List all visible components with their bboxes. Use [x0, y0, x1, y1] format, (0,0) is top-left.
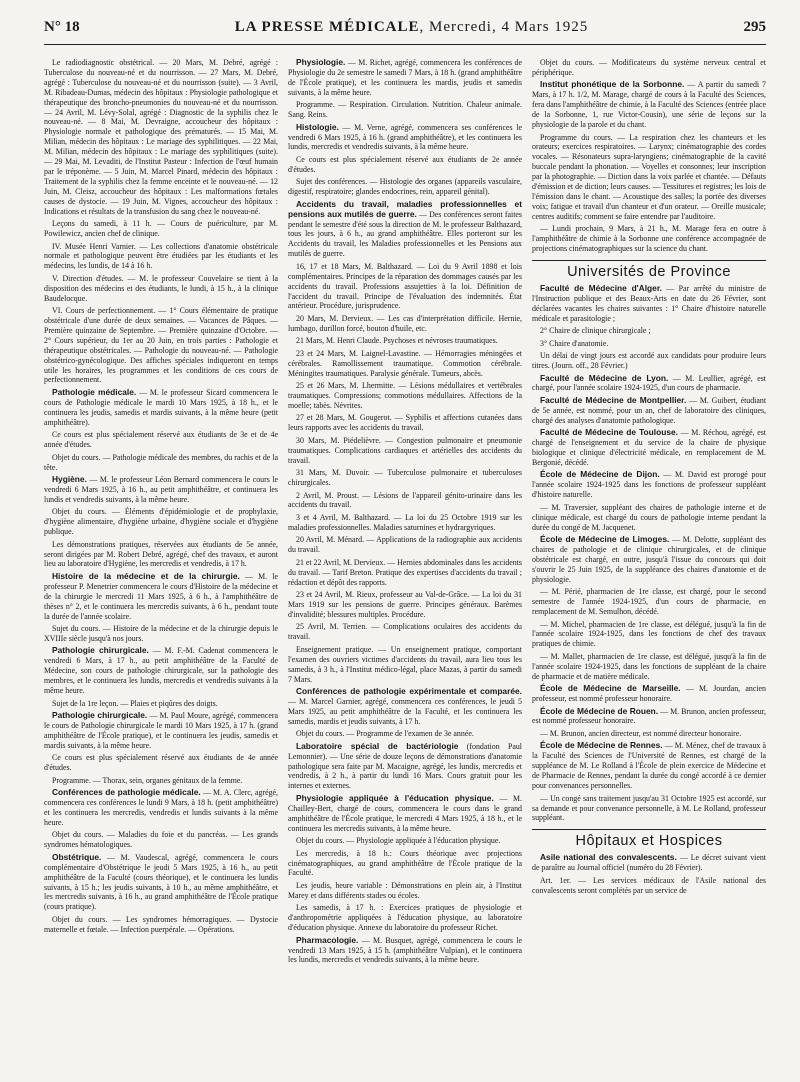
paragraph	[288, 349, 522, 379]
paragraph-heading: Pharmacologie.	[296, 934, 359, 945]
journal-title: LA PRESSE MÉDICALE	[234, 18, 420, 35]
paragraph-text: Sujet des conférences. — Histologie des organes (appareils vasculaire, digestif, respiratoire; glandes endocrines, rein, appareil génital).	[288, 177, 522, 197]
paragraph	[288, 336, 522, 346]
paragraph-heading: Laboratoire spécial de bactériologie	[296, 740, 459, 751]
paragraph	[44, 572, 278, 622]
paragraph-text: — M. le professeur Sicard commencera le cours de Pathologie médicale le mardi 10 Mars 1925, à 18 h., et le continuera les jeudis, samedis et mardis suivants, à la même heure (petit amphithéâtre).	[44, 387, 278, 427]
paragraph	[44, 58, 278, 217]
paragraph-heading: Accidents du travail, maladies professionnelles et pensions aux mutilés de guerre.	[288, 198, 522, 219]
paragraph	[44, 430, 278, 450]
paragraph-text: Enseignement pratique. — Un enseignement pratique, comportant l'examen des ouvriers victimes d'accidents du travail, aura lieu tous les samedis, à 3 h., à l'Institut médico-légal, place Mazas, à partir du samedi 7 Mars.	[288, 644, 522, 684]
paragraph	[532, 396, 766, 426]
paragraph	[288, 936, 522, 966]
paragraph	[288, 645, 522, 685]
paragraph	[532, 133, 766, 222]
paragraph	[288, 123, 522, 153]
paragraph-text: — M. Vaudescal, agrégé, commencera le cours complémentaire d'Obstétrique le jeudi 5 Mars 1925, à 16 h., au petit amphithéâtre de la Faculté (cours théorique), et le continuera les lundis suivants, à 15 h.; les jeudis suivants, à 10 h., au même amphithéâtre, et les mercredis suivants, à 16 h., au grand amphithéâtre de l'École pratique (cours pratique).	[44, 852, 278, 912]
paragraph-text: Objet du cours. — Pathologie médicale des membres, du rachis et de la tête.	[44, 452, 278, 472]
paragraph-text: Programme. — Respiration. Circulation. Nutrition. Chaleur animale. Sang. Reins.	[288, 100, 522, 120]
paragraph-text: 2 Avril, M. Proust. — Lésions de l'appareil génito-urinaire dans les accidents du travail.	[288, 490, 522, 510]
paragraph-text: — M. Brunon, ancien professeur, est nommé professeur honoraire.	[532, 706, 766, 726]
paragraph-text: — M. Marcel Garnier, agrégé, commencera ces conférences, le jeudi 5 Mars 1925, au petit amphithéâtre de la Faculté, et les continuera les samedis, mardis et jeudis suivants, à 17 h.	[288, 696, 522, 726]
paragraph	[288, 100, 522, 120]
paragraph-text: — M. Ménez, chef de travaux à la Faculté des Sciences de l'Université de Rennes, est chargé de la suppléance de M. Le Rolland à l'École de plein exercice de Médecine et de Pharmacie de Rennes, pendant la durée du congé accordé à ce dernier pour convenances personnelles.	[532, 741, 766, 791]
paragraph-heading: École de Médecine de Dijon.	[540, 469, 660, 480]
paragraph-text: Leçons du samedi, à 11 h. — Cours de puériculture, par M. Powilewicz, ancien chef de clinique.	[44, 219, 278, 238]
paragraph-text: 2° Chaire de clinique chirurgicale ;	[540, 326, 651, 336]
paragraph-text: — M. Périé, pharmacien de 1re classe, est chargé, pour le second semestre de l'année 1924-1925, d'un cours de pharmacie, en remplacement de M. Semulhon, décédé.	[532, 587, 766, 617]
paragraph	[288, 200, 522, 259]
section-title: Universités de Province	[532, 260, 766, 278]
paragraph-text: Objet du cours. — Maladies du foie et du pancréas. — Les grands syndromes hématologiques.	[44, 830, 278, 850]
paragraph-text: — M. Delotte, suppléant des chaires de pathologie et de clinique chirurgicales, et de clinique obstétricale est chargé, en outre, jusqu'à l'issue du concours qui doit s'ouvrir le 25 Juin 1925, de la suppléance des chaires d'anatomie et de physiologie.	[532, 535, 766, 584]
paragraph	[288, 155, 522, 175]
paragraph-text: Les samedis, à 17 h. : Exercices pratiques de physiologie et d'anthropométrie appliquées à l'éducation physique, au laboratoire d'éducation physique. Annexe du laboratoire du professeur Richet.	[288, 903, 522, 933]
paragraph	[44, 624, 278, 644]
paragraph-heading: Histologie.	[296, 121, 339, 132]
paragraph	[288, 535, 522, 555]
paragraph	[532, 707, 766, 727]
paragraph-text: — Un congé sans traitement jusqu'au 31 Octobre 1925 est accordé, sur sa demande et pour convenance personnelle, à M. Le Rolland, professeur suppléant.	[532, 793, 766, 823]
paragraph	[44, 242, 278, 272]
paragraph	[532, 374, 766, 394]
paragraph-heading: Institut phonétique de la Sorbonne.	[540, 79, 685, 90]
paragraph-text: — M. Traversier, suppléant des chaires de pathologie interne et de clinique médicale, est chargé du cours de pathologie interne pendant la durée du congé de M. Jacquenet.	[532, 502, 766, 532]
paragraph-text: Objet du cours. — Modificateurs du système nerveux central et périphérique.	[532, 58, 766, 77]
paragraph-text: — M. Michel, pharmacien de 1re classe, est délégué, jusqu'à la fin de l'année scolaire 1924-1925, dans les fonctions de chef des travaux pratiques de chimie.	[532, 619, 766, 649]
issue-number: N° 18	[44, 18, 80, 35]
paragraph-heading: Histoire de la médecine et de la chirurgie.	[52, 570, 240, 581]
paragraph-heading: Conférences de pathologie médicale.	[52, 787, 201, 798]
paragraph-heading: Pathologie chirurgicale.	[52, 645, 149, 656]
paragraph	[288, 590, 522, 620]
paragraph-text: Objet du cours. — Programme de l'examen de 3e année.	[296, 729, 474, 739]
page-folio: 295	[743, 18, 766, 35]
paragraph	[532, 58, 766, 78]
paragraph	[532, 620, 766, 650]
paragraph-heading: Pathologie chirurgicale.	[52, 710, 148, 721]
paragraph	[288, 262, 522, 312]
paragraph-text: — M. le professeur Léon Bernard commencera le cours le vendredi 6 Mars 1925, à 16 h., au petit amphithéâtre, et continuera les lundis et vendredis suivants, à la même heure.	[44, 475, 278, 504]
paragraph	[532, 794, 766, 824]
paragraph	[532, 428, 766, 468]
paragraph	[44, 776, 278, 786]
paragraph-text: VI. Cours de perfectionnement. — 1° Cours élémentaire de pratique obstétricale d'une durée de deux semaines. — Vacances de Pâques. — Première quinzaine de Septembre. — Première quinzaine d'Octobre. — 2° Cours supérieur, du 1er au 20 Juin, en trois parties : Pathologie et thérapeutique obstétricales. — Pathologie du nouveau-né. — Pathologie obstétrico-gynécologique. Des affiches spéciales indiqueront en temps utile les horaires, les programmes et les conditions de ces cours de perfectionnement.	[44, 306, 278, 385]
paragraph-text: — Des conférences seront faites pendant le semestre d'été sous la direction de M. le professeur Balthazard, tous les jours, à 6 h., au grand amphithéâtre. Elles porteront sur les Accidents du travail, les Maladies professionnelles et les Pensions aux mutilés de guerre.	[288, 209, 522, 259]
paragraph-text: Sujet du cours. — Histoire de la médecine et de la chirurgie depuis le XVIIIe siècle jusqu'à nos jours.	[44, 624, 278, 643]
paragraph-text: Les démonstrations pratiques, réservées aux étudiants de 5e année, seront dirigées par M. Robert Debré, agrégé, chef des travaux, et auront lieu au laboratoire d'Hygiène, les mercredis et vendredis, à 17 h.	[44, 539, 278, 569]
paragraph-text: (fondation Paul Lemonnier). — Une série de douze leçons de démonstrations d'anatomie pathologique sera faite par M. Macaigne, agrégé, les lundis, mercredis et vendredis, à 2 h., à partir du lundi 16 Mars. Cours gratuit pour les internes et externes.	[288, 741, 522, 791]
paragraph	[532, 326, 766, 336]
paragraph	[44, 274, 278, 304]
paragraph-text: Le radiodiagnostic obstétrical. — 20 Mars, M. Debré, agrégé : Tuberculose du nouveau-né et du nourrisson. — 27 Mars, M. Debré, agrégé : Tuberculose du nouveau-né et du nourrisson (suite). — 3 Avril, M. Ribadeau-Dumas, médecin des hôpitaux : Physiologie pathologique et thérapeutique des broncho-pneumonies du nouveau-né et du nourrisson. — 24 Avril, M. Lévy-Solal, agrégé : Diagnostic de la syphilis chez le nouveau-né. — 8 Mai, M. Devraigne, accoucheur des hôpitaux : Physiologie normale et pathologique des prématurés. — 15 Mai, M. Milian, médecin des hôpitaux : Le mariage des syphilitiques. — 22 Mai, M. Milian, médecin des hôpitaux : Le mariage des syphilitiques (suite). — 29 Mai, M. Levaditi, de l'Institut Pasteur : Infection de l'œuf humain par le tréponème. — 5 Juin, M. Marcel Pinard, médecin des hôpitaux : Traitement de la syphilis chez la femme enceinte et le nouveau-né. — 12 Juin, M. Cleisz, accoucheur des hôpitaux : Les malformations fœtales causes de dystocie. — 19 Juin, M. Vignes, accoucheur des hôpitaux : Indications et résultats de la transfusion du sang chez le nouveau-né.	[44, 58, 278, 216]
paragraph	[532, 224, 766, 254]
paragraph-heading: Asile national des convalescents.	[540, 852, 677, 863]
paragraph	[288, 687, 522, 727]
paragraph-heading: Faculté de Médecine de Lyon.	[540, 372, 669, 383]
paragraph	[288, 729, 522, 739]
paragraph-text: — M. Verne, agrégé, commencera ses conférences le vendredi 6 Mars 1925, à 16 h. (grand amphithéâtre), et les continuera les lundis, mercredis et vendredis suivants, à la même heure.	[288, 122, 522, 152]
paragraph-text: Programme du cours. — La respiration chez les chanteurs et les orateurs; exercices respiratoires. — Larynx; cinématographie des cordes vocales. — Résonateurs supra-laryngiens; cinématographie de la cavité buccale pendant la phonation. — Voyelles et consonnes; leur inscription par la photographie. — Diction dans la voix parlée et chantée. — Défauts d'émission et de diction; leurs causes. — Tessitures et registres; les lois de l'émission dans le chant. — Acoustique des salles; la portée des diverses voix; fatigue et travail d'un chanteur et d'un orateur. — Oreille musicale; centres auditifs; comment se faire entendre par l'auditoire.	[532, 132, 766, 221]
paragraph	[532, 652, 766, 682]
paragraph	[44, 699, 278, 709]
paragraph	[288, 794, 522, 834]
paragraph	[44, 540, 278, 570]
paragraph-text: Sujet de la 1re leçon. — Plaies et piqûres des doigts.	[52, 698, 218, 708]
paragraph	[44, 475, 278, 505]
paragraph-heading: Obstétrique.	[52, 851, 102, 862]
paragraph-text: — M. Brunon, ancien directeur, est nommé directeur honoraire.	[540, 728, 742, 738]
paragraph	[532, 80, 766, 130]
paragraph-text: Un délai de vingt jours est accordé aux candidats pour produire leurs titres. (Journ. off., 28 Février.)	[532, 351, 766, 371]
paragraph	[44, 830, 278, 850]
paragraph-text: Objet du cours. — Éléments d'épidémiologie et de prophylaxie, d'hygiène alimentaire, d'hygiène urbaine, d'hygiène sociale et d'hygiène publique.	[44, 507, 278, 537]
paragraph-text: — M. Paul Moure, agrégé, commencera le cours de Pathologie chirurgicale le mardi 10 Mars 1925, à 17 h. (grand amphithéâtre de l'École pratique), et le continuera les jeudis, samedis et mardis suivants, à la même heure.	[44, 711, 278, 750]
paragraph	[532, 535, 766, 585]
article-columns	[44, 58, 766, 1074]
paragraph	[532, 351, 766, 371]
paragraph-heading: Faculté de Médecine de Montpellier.	[540, 394, 687, 405]
paragraph-text: Objet du cours. — Physiologie appliquée à l'éducation physique.	[296, 836, 501, 846]
paragraph-text: — M. Leullier, agrégé, est chargé, pour l'année scolaire 1924-1925, d'un cours de pharmacie.	[532, 373, 766, 393]
paragraph	[288, 413, 522, 433]
paragraph	[288, 849, 522, 879]
paragraph-heading: École de Médecine de Rouen.	[540, 705, 659, 716]
paragraph-text: — M. Guibert, étudiant de 5e année, est nommé, pour un an, chef de laboratoire des cliniques, chargé des analyses d'anatomie pathologique.	[532, 395, 766, 425]
paragraph	[288, 836, 522, 846]
paragraph-text: — Par arrêté du ministre de l'Instruction publique et des Beaux-Arts en date du 26 Février, sont déclarées vacantes les chaires suivantes : 1° Chaire d'histoire naturelle médicale et parasitologie ;	[532, 283, 766, 323]
paragraph-text: 31 Mars, M. Duvoir. — Tuberculose pulmonaire et tuberculoses chirurgicales.	[288, 468, 522, 488]
paragraph	[532, 587, 766, 617]
paragraph	[532, 339, 766, 349]
paragraph-text: 20 Mars, M. Dervieux. — Les cas d'interprétation difficile. Hernie, lumbago, durillon forcé, bouton d'huile, etc.	[288, 313, 522, 333]
paragraph-text: 21 Mars, M. Henri Claude. Psychoses et névroses traumatiques.	[296, 336, 498, 346]
paragraph-text: 27 et 28 Mars, M. Gougerot. — Syphilis et affections cutanées dans leurs rapports avec les accidents du travail.	[288, 413, 522, 433]
paragraph	[288, 903, 522, 933]
paragraph	[288, 177, 522, 197]
paragraph-text: Ce cours est plus spécialement réservé aux étudiants de 3e et de 4e année d'études.	[44, 430, 278, 450]
paragraph-heading: Physiologie.	[296, 58, 346, 67]
paragraph	[44, 711, 278, 751]
paragraph	[44, 507, 278, 537]
paragraph-text: Les mercredis, à 18 h.: Cours théorique avec projections cinématographiques, au grand amphithéâtre de l'École pratique de la Faculté.	[288, 848, 522, 878]
paragraph-heading: Faculté de Médecine de Toulouse.	[540, 427, 678, 438]
paragraph-heading: École de Médecine de Marseille.	[540, 683, 681, 694]
paragraph	[288, 742, 522, 792]
paragraph-text: V. Direction d'études. — M. le professeur Couvelaire se tient à la disposition des médecins et des étudiants, le lundi, à 15 h., à la clinique Baudelocque.	[44, 273, 278, 303]
paragraph	[288, 381, 522, 411]
paragraph-text: 25 et 26 Mars, M. Lhermitte. — Lésions médullaires et vertébrales traumatiques. Compressions; commotions médullaires. Affections de la moelle; tabès. Névrites.	[288, 381, 522, 410]
paragraph	[288, 881, 522, 901]
paragraph-text: 3 et 4 Avril, M. Balthazard. — La loi du 25 Octobre 1919 sur les maladies professionnelles. Maladies saturnines et hydrargyriques.	[288, 512, 522, 532]
paragraph-text: 21 et 22 Avril, M. Dervieux. — Hernies abdominales dans les accidents du travail. — Tarif Breton. Pratique des expertises d'accidents du travail ; rédaction et dépôt des rapports.	[288, 557, 522, 587]
paragraph	[44, 788, 278, 828]
paragraph-text: IV. Musée Henri Varnier. — Les collections d'anatomie obstétricale normale et pathologique peuvent être étudiées par les étudiants et les médecins, les lundis, de 14 à 16 h.	[44, 241, 278, 271]
paragraph	[288, 491, 522, 511]
paragraph	[532, 284, 766, 324]
issue-date: , Mercredi, 4 Mars 1925	[419, 18, 589, 35]
section-title: Hôpitaux et Hospices	[532, 829, 766, 847]
paragraph	[44, 646, 278, 696]
paragraph-text: 20 Avril, M. Ménard. — Applications de la radiographie aux accidents du travail.	[288, 535, 522, 555]
paragraph-heading: Pathologie médicale.	[52, 386, 137, 397]
column-3	[532, 58, 766, 1074]
paragraph	[532, 470, 766, 500]
paragraph	[532, 503, 766, 533]
running-title	[235, 19, 589, 36]
paragraph-text: Programme. — Thorax, sein, organes génitaux de la femme.	[52, 775, 243, 785]
page-header	[44, 14, 766, 45]
paragraph-text: Art. 1er. — Les services médicaux de l'Asile national des convalescents seront complétés par un service de	[532, 875, 766, 895]
paragraph	[44, 306, 278, 385]
paragraph-heading: Hygiène.	[52, 474, 87, 484]
paragraph	[44, 388, 278, 428]
paragraph	[44, 453, 278, 473]
paragraph	[288, 513, 522, 533]
paragraph	[532, 876, 766, 896]
paragraph-text: Les jeudis, heure variable : Démonstrations en plein air, à l'Institut Marey et dans différents stades ou écoles.	[288, 880, 522, 900]
paragraph-text: Ce cours est plus spécialement réservé aux étudiants de 4e année d'études.	[44, 753, 278, 773]
paragraph-text: — Lundi prochain, 9 Mars, à 21 h., M. Marage fera en outre à l'amphithéâtre de chimie à la Sorbonne une conférence accompagnée de projections cinématographiques sur la science du chant.	[532, 224, 766, 254]
paragraph-text: 25 Avril, M. Terrien. — Complications oculaires des accidents du travail.	[288, 622, 522, 642]
paragraph	[288, 558, 522, 588]
paragraph-text: — M. David est prorogé pour l'année scolaire 1924-1925 dans les fonctions de professeur suppléant d'histoire naturelle.	[532, 470, 766, 500]
column-2	[288, 58, 522, 1074]
paragraph	[288, 468, 522, 488]
paragraph-text: 3° Chaire d'anatomie.	[540, 338, 609, 348]
paragraph-text: — M. A. Clerc, agrégé, commencera ces conférences le lundi 9 Mars, à 18 h. (petit amphithéâtre) et les continuera les mercredis, vendredis et lundis suivants à la même heure.	[44, 788, 278, 827]
paragraph-text: — M. Jourdan, ancien professeur, est nommé professeur honoraire.	[532, 684, 766, 704]
paragraph-text: — M. Mallet, pharmacien de 1re classe, est délégué, jusqu'à la fin de l'année scolaire 1924-1925, dans les fonctions de suppléant de la chaire de pharmacie et de matière médicale.	[532, 651, 766, 681]
paragraph	[288, 314, 522, 334]
paragraph	[532, 684, 766, 704]
paragraph	[532, 741, 766, 791]
paragraph	[44, 219, 278, 239]
column-1	[44, 58, 278, 1074]
paragraph-heading: École de Médecine de Rennes.	[540, 740, 663, 751]
paragraph	[532, 729, 766, 739]
paragraph-heading: Conférences de pathologie expérimentale et comparée.	[296, 686, 522, 697]
paragraph-text: Objet du cours. — Les syndromes hémorragiques. — Dystocie maternelle et fœtale. — Infection puerpérale. — Opérations.	[44, 914, 278, 934]
paragraph-text: 23 et 24 Avril, M. Rieux, professeur au Val-de-Grâce. — La loi du 31 Mars 1919 sur les pensions de guerre. Principes généraux. Barèmes d'invalidité; blessures multiples. Procédure.	[288, 590, 522, 619]
paragraph	[44, 915, 278, 935]
paragraph-text: Ce cours est plus spécialement réservé aux étudiants de 2e année d'études.	[288, 154, 522, 174]
paragraph-text: 30 Mars, M. Piédelièvre. — Congestion pulmonaire et pneumonie traumatiques. Complications cardiaques et artérielles des accidents du travail.	[288, 435, 522, 465]
paragraph-text: — M. Réchou, agrégé, est chargé de l'enseignement et du service de la chaire de physique biologique et clinique d'électricité médicale, en remplacement de M. Bergonié, décédé.	[532, 428, 766, 467]
paragraph-heading: Physiologie appliquée à l'éducation physique.	[296, 792, 494, 803]
paragraph	[44, 753, 278, 773]
paragraph	[288, 58, 522, 98]
paragraph-text: 16, 17 et 18 Mars, M. Balthazard. — Loi du 9 Avril 1898 et lois complémentaires. Principes de la réparation des dommages causés par les accidents du travail. Professions assujetties à la loi. Définition de l'accident du travail. Principe de l'évaluation des indemnités. État antérieur. Procédure, jurisprudence.	[288, 261, 522, 311]
paragraph-heading: École de Médecine de Limoges.	[540, 534, 670, 545]
paragraph-text: — M. Richet, agrégé, commencera les conférences de Physiologie du 2e semestre le samedi 7 Mars, à 18 h. (grand amphithéâtre de l'École pratique), et les continuera les mardis, jeudis et samedis suivants, à la même heure.	[288, 58, 522, 97]
paragraph	[44, 853, 278, 912]
paragraph-heading: Faculté de Médecine d'Alger.	[540, 282, 662, 293]
paragraph-text: 23 et 24 Mars, M. Laignel-Lavastine. — Hémorragies méningées et cérébrales. Ramollissement traumatique. Commotion cérébrale. Méningites traumatiques. Paralysie générale. Tumeurs, abcès.	[288, 348, 522, 378]
paragraph	[288, 436, 522, 466]
paragraph-text: — A partir du samedi 7 Mars, à 17 h. 1/2, M. Marage, chargé de cours à la Faculté des Sciences, fera dans l'amphithéâtre de chimie, à la Faculté des Sciences (entrée place de la Sorbonne, 1, rue Victor-Cousin), une série de leçons sur la physiologie de la parole et du chant.	[532, 80, 766, 130]
paragraph	[288, 622, 522, 642]
paragraph-text: — Le décret suivant vient de paraître au Journal officiel (numéro du 28 Février).	[532, 853, 766, 873]
paragraph-text: — M. Chailley-Bert, chargé de cours, commencera le cours dans le grand amphithéâtre de l'École pratique, le mercredi 4 Mars 1925, à 18 h., et le continuera les mercredis suivants, à la même heure.	[288, 793, 522, 833]
paragraph-text: — M. F.-M. Cadenat commencera le vendredi 6 Mars, à 17 h., au petit amphithéâtre de la Faculté de Médecine, son cours de pathologie chirurgicale, sur la pathologie des membres, et le continuera les lundis, mercredis et vendredis suivants à la même heure.	[44, 646, 278, 696]
paragraph-text: — M. Busquet, agrégé, commencera le cours le vendredi 13 Mars 1925, à 15 h. (amphithéâtre Vulpian), et le continuera les lundis, mercredis et vendredis suivants, à la même heure.	[288, 935, 522, 965]
paragraph-text: — M. le professeur P. Menetrier commencera le cours d'Histoire de la médecine et de la chirurgie le mercredi 11 Mars 1925, à 6 h., à l'amphithéâtre de thèses n° 2, et le continuera les mercredis suivants, à 6 h., pendant toute la durée de l'année scolaire.	[44, 571, 278, 621]
paragraph	[532, 853, 766, 873]
